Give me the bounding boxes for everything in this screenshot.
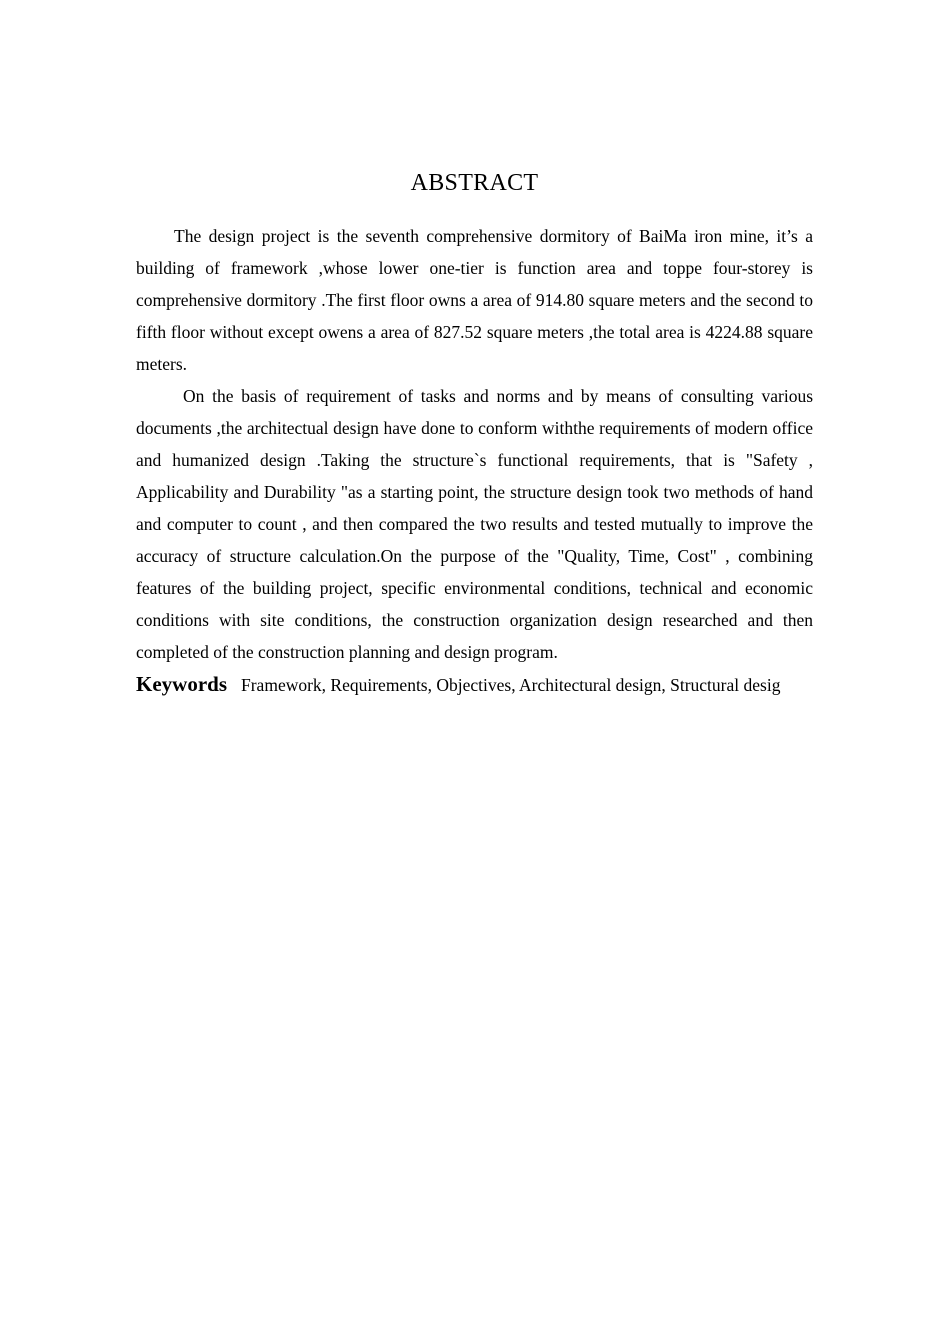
keywords-label: Keywords [136,672,227,696]
abstract-section [136,168,813,701]
abstract-paragraph-2: On the basis of requirement of tasks and norms and by means of consulting various documents ,the architectual design have done to conform withthe requirements of modern office and humanized design .Taking the structure`s functional requirements, that is "Safety , Applicability and Durability "as a starting point, the structure design took two methods of hand and computer to count , and then compared the two results and tested mutually to improve the accuracy of structure calculation.On the purpose of the "Quality, Time, Cost" , combining features of the building project, specific environmental conditions, technical and economic conditions with site conditions, the construction organization design researched and then completed of the construction planning and design program. [136,386,813,662]
abstract-paragraph-1: The design project is the seventh comprehensive dormitory of BaiMa iron mine, it’s a building of framework ,whose lower one-tier is function area and toppe four-storey is comprehensive dormitory .The first floor owns a area of 914.80 square meters and the second to fifth floor without except owens a area of 827.52 square meters ,the total area is 4224.88 square meters. [136,226,813,374]
keywords-line [136,668,813,701]
keywords-text: Framework, Requirements, Objectives, Architectural design, Structural desig [241,675,781,695]
abstract-title: ABSTRACT [410,170,539,196]
